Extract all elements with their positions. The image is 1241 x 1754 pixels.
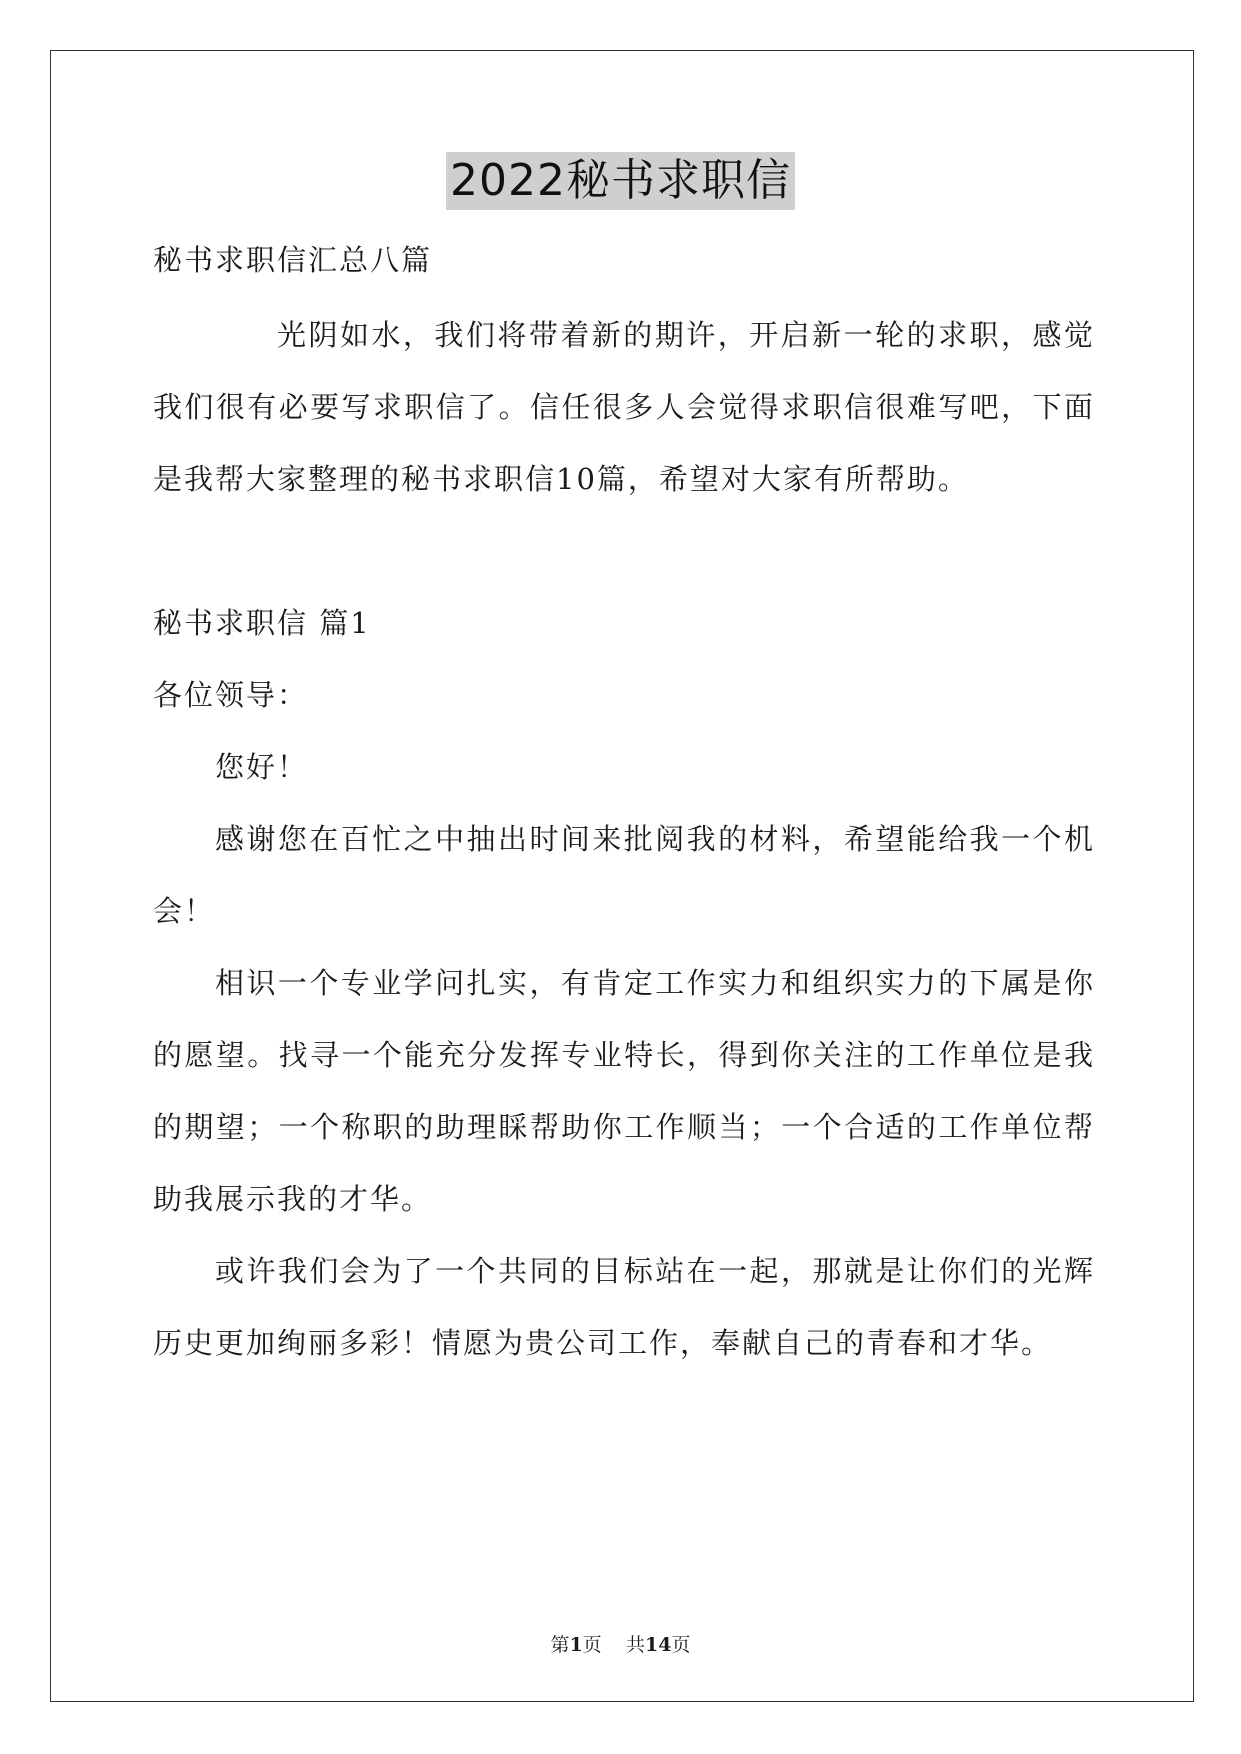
- paragraph-2-line-2: 的愿望。找寻一个能充分发挥专业特长，得到你关注的工作单位是我: [153, 1038, 1093, 1072]
- paragraph-3-line-2: 历史更加绚丽多彩！情愿为贵公司工作，奉献自己的青春和才华。: [153, 1326, 1053, 1360]
- paragraph-2-line-3: 的期望；一个称职的助理睬帮助你工作顺当；一个合适的工作单位帮: [153, 1110, 1093, 1144]
- salutation: 各位领导：: [153, 678, 309, 712]
- page-frame: [50, 50, 1194, 1702]
- paragraph-3-line-1: 或许我们会为了一个共同的目标站在一起，那就是让你们的光辉: [215, 1254, 1093, 1288]
- greeting: 您好！: [215, 750, 309, 784]
- paragraph-1-line-2: 会！: [153, 894, 216, 928]
- footer-total-pages: 14: [644, 1634, 672, 1656]
- footer-page-prefix: 第: [550, 1634, 570, 1656]
- paragraph-2-line-4: 助我展示我的才华。: [153, 1182, 433, 1216]
- subtitle-line: 秘书求职信汇总八篇: [153, 243, 433, 277]
- section-heading: 秘书求职信 篇1: [153, 606, 371, 640]
- intro-line-2: 我们很有必要写求职信了。信任很多人会觉得求职信很难写吧，下面: [153, 390, 1093, 424]
- intro-line-1: 光阴如水，我们将带着新的期许，开启新一轮的求职，感觉: [277, 318, 1093, 352]
- paragraph-2-line-1: 相识一个专业学问扎实，有肯定工作实力和组织实力的下属是你: [215, 966, 1093, 1000]
- title-container: [0, 152, 1241, 210]
- footer-page-number: 1: [569, 1634, 583, 1656]
- document-title: 2022秘书求职信: [446, 152, 795, 210]
- footer-total-prefix: 共: [625, 1634, 645, 1656]
- page-footer: [0, 1633, 1241, 1657]
- footer-total-suffix: 页: [671, 1634, 691, 1656]
- footer-page-suffix: 页: [582, 1634, 602, 1656]
- intro-line-3: 是我帮大家整理的秘书求职信10篇，希望对大家有所帮助。: [153, 462, 969, 496]
- paragraph-1-line-1: 感谢您在百忙之中抽出时间来批阅我的材料，希望能给我一个机: [215, 822, 1093, 856]
